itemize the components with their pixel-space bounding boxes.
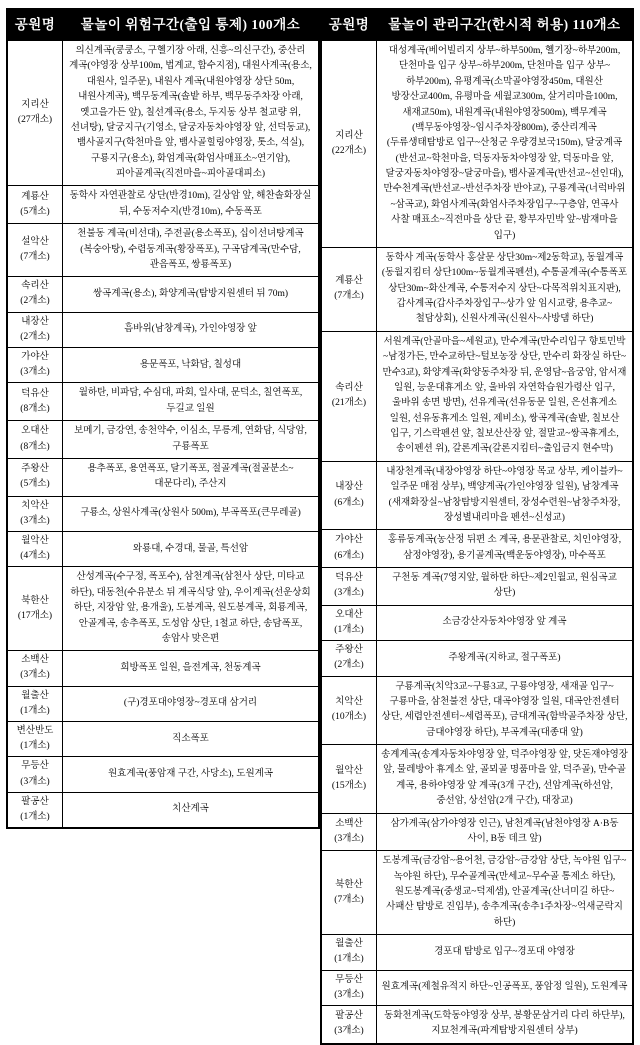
park-name: 덕유산 — [21, 388, 49, 399]
park-name: 주왕산 — [21, 464, 49, 475]
header-row — [321, 9, 633, 41]
park-site-count: (4개소) — [20, 551, 50, 562]
park-name-cell — [7, 186, 63, 224]
zone-tables-container — [6, 8, 634, 1037]
park-site-count: (8개소) — [20, 403, 50, 414]
park-row — [321, 676, 633, 745]
managed-zone-detail-cell: 소금강산자동차야영장 앞 계곡 — [377, 605, 634, 640]
park-row — [7, 186, 319, 224]
park-name-cell — [7, 383, 63, 421]
managed-zone-detail-cell: 내장천계곡(내장야영장 하단~야영장 목교 상부, 케이블카~일주문 매점 상부), 백양계곡(가인야영장 일원), 남창계곡(새재화장실~남창탐방지원센터, 장성수련원~남창주차장, 장성별내리마을 펜션~신성교) — [377, 461, 634, 530]
park-name-cell — [321, 461, 377, 530]
park-name: 팔공산 — [21, 796, 49, 807]
danger-zone-table-head — [7, 9, 319, 41]
park-site-count: (3개소) — [334, 588, 364, 599]
park-row — [7, 458, 319, 496]
danger-zone-detail-cell: 용추폭포, 용연폭포, 달기폭포, 절골계곡(절골분소~대문다리), 주산지 — [63, 458, 320, 496]
park-name: 내장산 — [21, 316, 49, 327]
danger-zone-detail-cell: 쌍곡계곡(용소), 화양계곡(탐방지원센터 뒤 70m) — [63, 277, 320, 312]
park-row — [7, 496, 319, 531]
park-site-count: (1개소) — [20, 741, 50, 752]
park-name: 월출산 — [335, 939, 363, 950]
park-row — [7, 686, 319, 721]
managed-zone-table-body — [321, 41, 633, 1044]
park-name-cell — [7, 757, 63, 792]
danger-zone-detail-cell: 월하탄, 비파담, 수심대, 파회, 일사대, 문덕소, 칠연폭포, 두길교 일원 — [63, 383, 320, 421]
danger-zone-detail-cell: 구룡소, 상원사계곡(상원사 500m), 부곡폭포(큰무레골) — [63, 496, 320, 531]
park-name-cell — [7, 792, 63, 828]
park-site-count: (17개소) — [17, 610, 53, 621]
park-site-count: (3개소) — [334, 989, 364, 1000]
park-site-count: (1개소) — [334, 624, 364, 635]
park-name-cell — [321, 851, 377, 935]
park-row — [321, 247, 633, 331]
park-row — [7, 792, 319, 828]
park-site-count: (3개소) — [334, 1026, 364, 1037]
park-name-cell — [321, 676, 377, 745]
park-name: 소백산 — [335, 818, 363, 829]
park-name: 무등산 — [335, 974, 363, 985]
managed-zone-detail-cell: 구룡계곡(치악3교~구룡3교, 구룡야영장, 새재골 입구~구룡마을, 삼천불전 상단, 대곡야영장 일원, 대곡안전센터 상단, 세렴안전센터~세렴폭포), 금대계곡(함박골주차장 상단, 금대야영장 하단), 부곡계곡(대종대 앞) — [377, 676, 634, 745]
park-name: 소백산 — [21, 655, 49, 666]
park-name: 치악산 — [335, 697, 363, 708]
park-name: 오대산 — [335, 609, 363, 620]
park-row — [321, 605, 633, 640]
park-site-count: (15개소) — [331, 780, 367, 791]
park-name: 팔공산 — [335, 1011, 363, 1022]
managed-zone-detail-cell: 홍류동계곡(농산정 뒤편 소 계곡, 용문관찰로, 치인야영장, 삼정야영장), 용기골계곡(백운동야영장), 마수폭포 — [377, 530, 634, 568]
park-site-count: (1개소) — [20, 705, 50, 716]
park-name: 계룡산 — [335, 276, 363, 287]
managed-zone-detail-cell: 도봉계곡(금강암~용어천, 금강암~금강암 상단, 녹야원 입구~녹야원 하단), 무수골계곡(만세교~무수골 통제소 하단), 원도봉계곡(중생교~덕제샘), 안골계곡(산너미길 하단~사패산 탐방로 진입부), 송추계곡(송추1주차장~억새군락지 하단) — [377, 851, 634, 935]
park-site-count: (27개소) — [17, 115, 53, 126]
danger-zone-detail-cell: 치산계곡 — [63, 792, 320, 828]
danger-zone-detail-cell: 희방폭포 일원, 을전계곡, 천동계곡 — [63, 651, 320, 686]
park-site-count: (8개소) — [20, 441, 50, 452]
park-name: 설악산 — [21, 237, 49, 247]
park-row — [321, 935, 633, 970]
park-name: 무등산 — [21, 761, 49, 772]
managed-zone-detail-cell: 주왕계곡(지하교, 절구폭포) — [377, 641, 634, 676]
park-site-count: (3개소) — [20, 515, 50, 526]
park-name-cell — [321, 935, 377, 970]
danger-zone-detail-cell: (구)경포대야영장~경포대 삼거리 — [63, 686, 320, 721]
park-name: 내장산 — [335, 482, 363, 493]
park-name: 덕유산 — [335, 573, 363, 584]
managed-zone-table-head — [321, 9, 633, 41]
park-name-cell — [7, 686, 63, 721]
park-name: 지리산 — [21, 100, 49, 110]
danger-zone-detail-cell: 의신계곡(쿵쿵소, 구헬기장 아래, 신흥~의신구간), 중산리 계곡(야영장 상부100m, 법계교, 합수지점), 대원사계곡(용소, 대원사, 일주문), 내원사 계곡(내원야영장 상단 50m, 내원사계곡), 백무동계곡(솔밭 하부, 백무동주차장 아래, 옛고을가든 앞), 칠선계곡(용소, 두지동 상부 철교량 위, 선녀탕), 달궁지구(기영소, 달궁자동차야영장 앞, 선덕동교), 뱀사골지구(학천마을 앞, 뱀사골힐링야영장, 톳소, 석실), 구룡지구(용소), 화엄계곡(화엄사매표소~연기암), 피아골계곡(직전마을~피아골대피소) — [63, 41, 320, 186]
park-row — [321, 461, 633, 530]
park-row — [7, 421, 319, 459]
park-site-count: (1개소) — [334, 954, 364, 965]
park-name-cell — [321, 331, 377, 461]
park-name: 가야산 — [21, 352, 49, 362]
park-name-cell — [7, 41, 63, 186]
park-site-count: (6개소) — [334, 497, 364, 508]
park-name-cell — [7, 567, 63, 651]
danger-zone-title-header: 물놀이 위험구간(출입 통제) 100개소 — [63, 9, 320, 41]
park-row — [7, 224, 319, 277]
park-site-count: (22개소) — [331, 145, 367, 156]
managed-zone-detail-cell: 대성계곡(베어빌리지 상부~하부500m, 헬기장~하부200m, 단천마을 입구 상부~하부200m, 단천마을 입구 상부~하부200m), 유평계곡(소막골야영장450m, 대원산 방장산교400m, 유평마을 세월교300m, 살거리마을100m, 새재교50m), 내원계곡(내원야영장500m), 백무계곡(백무동야영장~임시주차장800m), 중산리계곡(두류생태탐방로 입구~산청군 우량경보국150m), 달궁계곡(반선교~학천마을, 덕동자동차야영장 앞, 덕동마을 앞, 달궁자동차야영장~달궁마을), 뱀사골계곡(반선교~선인대), 만수천계곡(반선교~반선주차장 반야교), 구룡계곡(너럭바위~삼곡교), 화엄사계곡(화엄사주차장입구~구층암, 연곡사 사찰 매표소~직전마을 상단 끝, 황부자민박 앞~밤재마을 입구) — [377, 41, 634, 248]
park-name-cell — [321, 970, 377, 1005]
park-site-count: (7개소) — [334, 291, 364, 302]
park-name-cell — [7, 348, 63, 383]
park-name-cell — [7, 722, 63, 757]
park-site-count: (2개소) — [334, 660, 364, 671]
park-row — [321, 970, 633, 1005]
park-name: 치악산 — [21, 500, 49, 511]
managed-zone-detail-cell: 구천동 계곡(7영지앞, 월하탄 하단~제2인월교, 원심곡교 상단) — [377, 568, 634, 606]
park-name-column-header: 공원명 — [321, 9, 377, 41]
park-name: 가야산 — [335, 535, 363, 546]
park-row — [321, 813, 633, 851]
park-row — [7, 312, 319, 347]
park-row — [321, 530, 633, 568]
park-name: 오대산 — [21, 426, 49, 437]
park-name-cell — [321, 641, 377, 676]
park-name-cell — [7, 496, 63, 531]
managed-zone-detail-cell: 원효계곡(제철유적지 하단~인공폭포, 풍암정 일원), 도원계곡 — [377, 970, 634, 1005]
park-name-cell — [321, 41, 377, 248]
park-name-cell — [321, 247, 377, 331]
park-row — [321, 745, 633, 814]
managed-zone-table — [320, 8, 634, 1045]
park-row — [321, 641, 633, 676]
park-row — [7, 348, 319, 383]
managed-zone-detail-cell: 송계계곡(송계자동차야영장 앞, 덕주야영장 앞, 닷돈재야영장 앞, 물레방아 휴게소 앞, 골뫼골 명품마을 앞, 덕주골), 만수골 계곡, 용하야영장 앞 계곡(3개 구간), 선암계곡(하선암, 중선암, 상선암(2개 구간), 대장교) — [377, 745, 634, 814]
park-name-cell — [7, 458, 63, 496]
park-name-cell — [7, 277, 63, 312]
park-name: 변산반도 — [16, 726, 54, 736]
danger-zone-detail-cell: 천불동 계곡(비선대), 주전골(용소폭포), 십이선녀탕계곡(복숭아탕), 수렴동계곡(황장폭포), 구곡담계곡(만수담, 관음폭포, 쌍룡폭포) — [63, 224, 320, 277]
park-row — [321, 41, 633, 248]
managed-zone-title-header: 물놀이 관리구간(한시적 허용) 110개소 — [377, 9, 634, 41]
danger-zone-detail-cell: 흠바위(남창계곡), 가인야영장 앞 — [63, 312, 320, 347]
park-name-cell — [321, 745, 377, 814]
park-site-count: (2개소) — [20, 331, 50, 342]
danger-zone-detail-cell: 용문폭포, 낙화담, 칠성대 — [63, 348, 320, 383]
park-site-count: (1개소) — [20, 811, 50, 822]
park-name-cell — [321, 530, 377, 568]
park-row — [321, 851, 633, 935]
park-name: 지리산 — [335, 130, 363, 141]
park-row — [7, 41, 319, 186]
park-name-cell — [321, 813, 377, 851]
park-name: 북한산 — [21, 595, 49, 606]
park-site-count: (7개소) — [20, 252, 50, 263]
managed-zone-detail-cell: 동화천계곡(도학동야영장 상부, 봉황문삼거리 다리 하단부), 지묘천계곡(파계탐방지원센터 상부) — [377, 1005, 634, 1043]
managed-zone-detail-cell: 경포대 탐방로 입구~경포대 야영장 — [377, 935, 634, 970]
park-site-count: (3개소) — [20, 670, 50, 681]
park-row — [7, 722, 319, 757]
managed-zone-detail-cell: 동학사 계곡(동학사 홍살문 상단30m~제2동학교), 동월계곡(동월지킴터 상단100m~동월계곡펜션), 수통골계곡(수통폭포 상단30m~화산계곡, 수통저수지 상단~다목적위치표지판), 갑사계곡(갑사주차장입구~상가 앞 임시교량, 용추교~철담상회), 신원사계곡(신원사~사방댐 하단) — [377, 247, 634, 331]
park-name-cell — [321, 605, 377, 640]
park-name-cell — [321, 568, 377, 606]
park-name-cell — [7, 532, 63, 567]
danger-zone-table — [6, 8, 320, 829]
park-row — [321, 568, 633, 606]
park-site-count: (6개소) — [334, 550, 364, 561]
park-site-count: (7개소) — [334, 894, 364, 905]
park-row — [321, 331, 633, 461]
park-name: 북한산 — [335, 879, 363, 890]
park-row — [7, 651, 319, 686]
park-site-count: (3개소) — [20, 776, 50, 787]
park-row — [7, 277, 319, 312]
park-row — [7, 567, 319, 651]
danger-zone-detail-cell: 보메기, 금강연, 송천약수, 이심소, 무릉계, 연화담, 식당암, 구룡폭포 — [63, 421, 320, 459]
park-name: 월출산 — [21, 690, 49, 701]
park-name-cell — [321, 1005, 377, 1043]
park-name: 월악산 — [335, 765, 363, 776]
park-site-count: (3개소) — [334, 833, 364, 844]
danger-zone-detail-cell: 동학사 자연관찰로 상단(반경10m), 길상암 앞, 해찬솔화장실 뒤, 수동저수지(반경10m), 수동폭포 — [63, 186, 320, 224]
park-row — [7, 383, 319, 421]
header-row — [7, 9, 319, 41]
park-row — [7, 757, 319, 792]
park-name-cell — [7, 421, 63, 459]
danger-zone-detail-cell: 와룡대, 수경대, 물골, 특선암 — [63, 532, 320, 567]
danger-zone-detail-cell: 산성계곡(수구정, 폭포수), 삼천계곡(삼천사 상단, 미타교 하단), 대동천(수유분소 뒤 계곡식당 앞), 우이계곡(선운상회 하단, 지장암 앞, 용개울), 도봉계곡, 원도봉계곡, 회룡계곡, 안골계곡, 송추폭포, 도성암 상단, 1철교 하단, 송담폭포, 송암사 맞은편 — [63, 567, 320, 651]
park-site-count: (21개소) — [331, 398, 367, 409]
park-name: 속리산 — [335, 383, 363, 394]
park-name: 월악산 — [21, 536, 49, 546]
managed-zone-detail-cell: 서원계곡(안골마을~세원교), 만수계곡(만수리입구 향토민박~남정가든, 만수교하단~털보농장 상단, 만수리 화장실 하단~만수3교), 화양계곡(화양동주차장 뒤, 운영담~읍궁암, 암서재 일원, 능운대휴게소 앞, 울바위 자연학습원가령산 입구, 울바위 송면 방면), 선유계곡(선유동문 일원, 은선휴게소 일원, 선유동휴게소 일원, 제비소), 쌍곡계곡(솔밭, 칠보산 입구, 기스락펜션 앞, 칠보산산장 앞, 절말교~쌍곡휴게소, 송이펜션 위), 갈론계곡(갈론지킴터~출입금지 현수막) — [377, 331, 634, 461]
managed-zone-detail-cell: 삼가계곡(삼가야영장 인근), 남천계곡(남천야영장 A·B동 사이, B동 데크 앞) — [377, 813, 634, 851]
park-name: 계룡산 — [21, 191, 49, 202]
danger-zone-detail-cell: 직소폭포 — [63, 722, 320, 757]
danger-zone-table-body — [7, 41, 319, 829]
park-row — [7, 532, 319, 567]
park-site-count: (3개소) — [20, 367, 50, 378]
park-name-column-header: 공원명 — [7, 9, 63, 41]
park-site-count: (5개소) — [20, 479, 50, 490]
park-name: 주왕산 — [335, 645, 363, 656]
park-site-count: (10개소) — [331, 712, 367, 723]
park-name-cell — [7, 224, 63, 277]
park-name-cell — [7, 312, 63, 347]
park-site-count: (2개소) — [20, 296, 50, 307]
park-name: 속리산 — [21, 281, 49, 292]
park-name-cell — [7, 651, 63, 686]
park-site-count: (5개소) — [20, 206, 50, 217]
danger-zone-detail-cell: 원효계곡(풍암재 구간, 사당소), 도원계곡 — [63, 757, 320, 792]
park-row — [321, 1005, 633, 1043]
